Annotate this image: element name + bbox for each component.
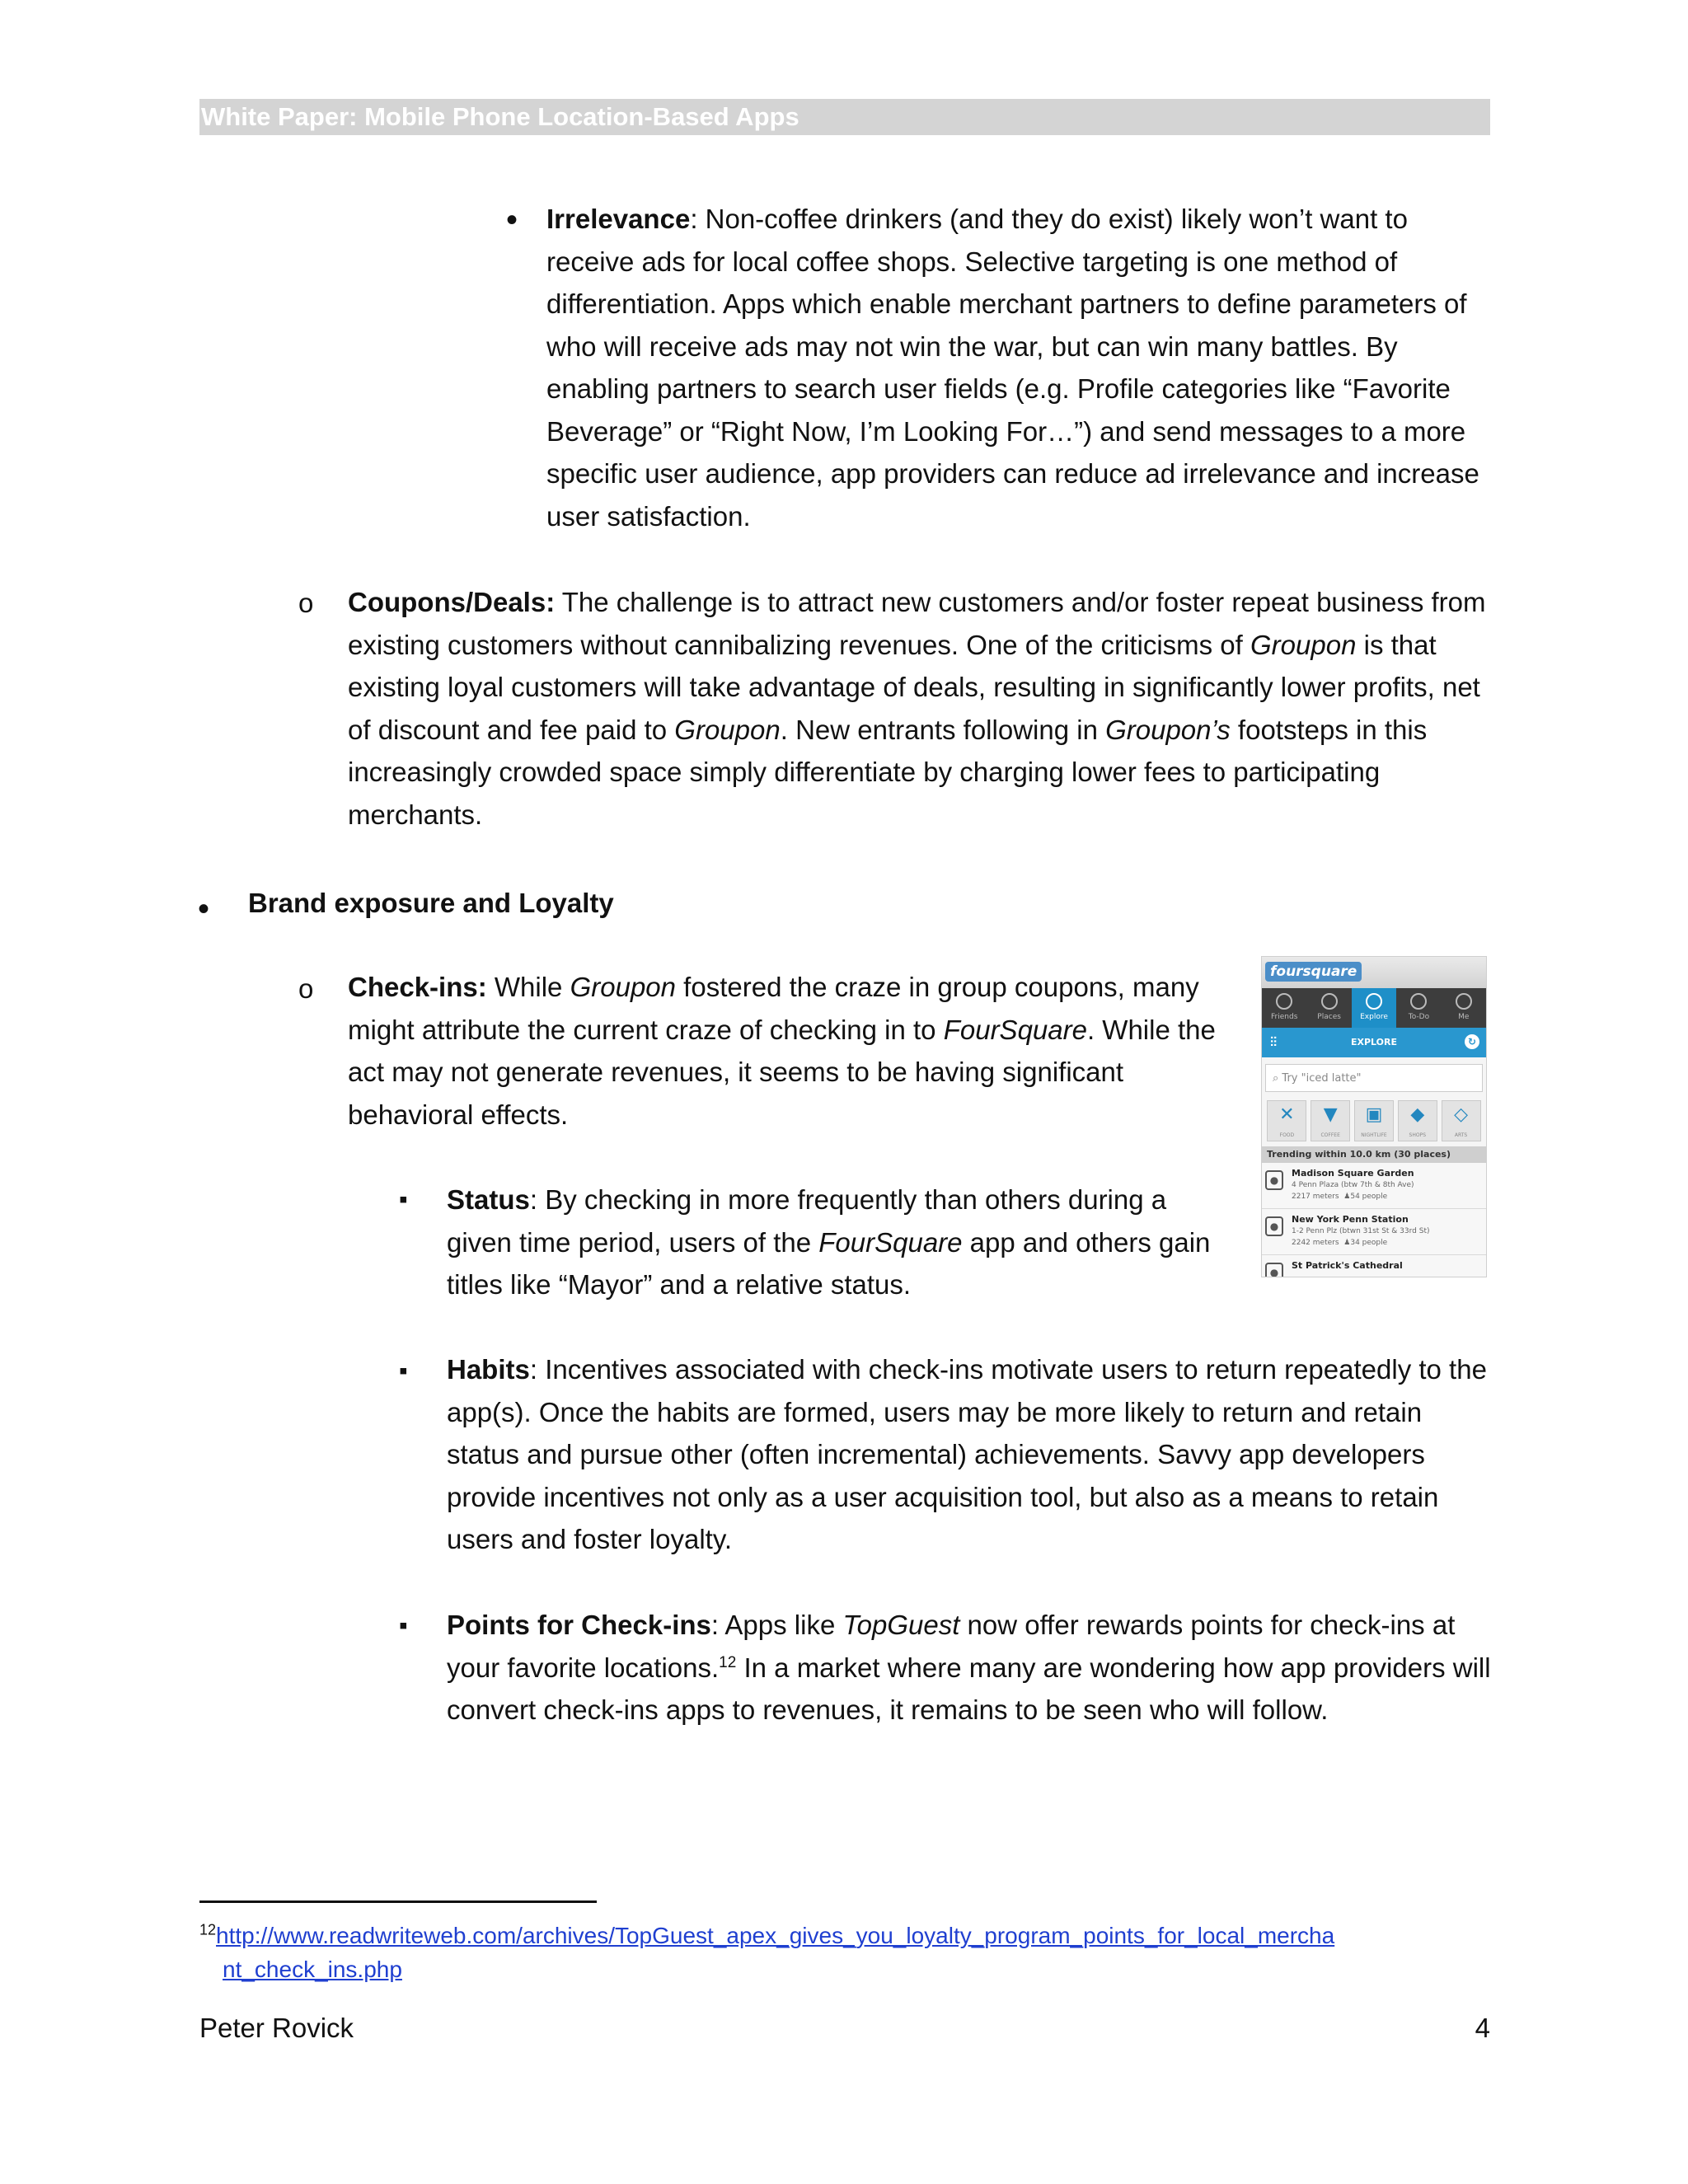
category-label: NIGHTLIFE — [1361, 1132, 1387, 1138]
points-text-3: In a market where many are wondering how app providers will convert check-ins apps to revenues, it remains to be seen who will follow. — [447, 1652, 1491, 1725]
groupon-name: Groupon — [674, 714, 781, 745]
category-food[interactable] — [1267, 1100, 1306, 1141]
category-arts[interactable] — [1442, 1100, 1481, 1141]
app-titlebar — [1262, 957, 1486, 988]
foursquare-name: FourSquare — [818, 1226, 963, 1258]
category-label: FOOD — [1279, 1132, 1295, 1138]
checkins-text-2: fostered the craze in group coupons, many might attribute the current craze of checking in to — [348, 972, 1199, 1045]
coupons-text-1: The challenge is to attract new customers and/or foster repeat business from existing customers without cannibalizing revenues. One of the criticisms of — [348, 587, 1486, 660]
place-meta — [1292, 1239, 1387, 1247]
friends-icon — [1276, 993, 1292, 1010]
brand-heading: Brand exposure and Loyalty — [248, 888, 614, 918]
place-row[interactable] — [1262, 1163, 1486, 1209]
checkins-text-1: While — [486, 972, 570, 1002]
compass-icon — [1366, 993, 1382, 1010]
place-distance: 2242 meters — [1292, 1239, 1339, 1247]
place-address: 4 Penn Plaza (btw 7th & 8th Ave) — [1292, 1181, 1414, 1189]
irrelevance-text: : Non-coffee drinkers (and they do exist) likely won’t want to receive ads for local coffee shops. Selective targeting is one method of differentiation. Apps which enable merchant partners to define parameters of who will receive ads may not win the war, but can win many battles. By enabling partners to search user fields (e.g. Profile categories like “Favorite Beverage” or “Right Now, I’m Looking For…”) and send messages to a more specific user audience, app providers can reduce ad irrelevance and increase user satisfaction. — [546, 204, 1479, 532]
category-label: ARTS — [1454, 1132, 1468, 1138]
groupon-name: Groupon’s — [1105, 714, 1231, 745]
person-icon: ♟ — [1343, 1239, 1351, 1247]
page-number: 4 — [1475, 2013, 1490, 2043]
search-icon: ⌕ — [1273, 1072, 1282, 1085]
status-text-1: : By checking in more frequently than others during a given time period, users of the — [447, 1184, 1167, 1258]
category-row — [1262, 1099, 1486, 1143]
points-text-2: now offer rewards points for check-ins at your favorite locations. — [447, 1610, 1456, 1683]
habits-paragraph — [447, 1348, 1495, 1561]
nav-label: Explore — [1360, 1013, 1388, 1021]
place-row[interactable] — [1262, 1255, 1486, 1277]
foursquare-screenshot — [1261, 956, 1487, 1277]
place-name: Madison Square Garden — [1292, 1168, 1414, 1179]
coupons-paragraph — [348, 581, 1495, 836]
habits-term: Habits — [447, 1354, 530, 1385]
category-label: COFFEE — [1320, 1132, 1340, 1138]
category-label: SHOPS — [1409, 1132, 1427, 1138]
footnote-number: 12 — [199, 1921, 217, 1938]
todo-icon — [1410, 993, 1427, 1010]
footnote-ref[interactable]: 12 — [719, 1653, 737, 1671]
place-name: St Patrick's Cathedral — [1292, 1260, 1403, 1271]
status-term: Status — [447, 1184, 530, 1215]
nav-todo[interactable] — [1396, 988, 1441, 1028]
nav-friends[interactable] — [1262, 988, 1306, 1028]
points-paragraph — [447, 1604, 1495, 1732]
habits-text: : Incentives associated with check-ins motivate users to return repeatedly to the app(s). Once the habits are formed, users may be more likely to return and retain status and pursue other (often incremental) achievements. Savvy app developers provide incentives not only as a user acquisition tool, but also as a means to retain users and foster loyalty. — [447, 1354, 1487, 1554]
pin-icon: ● — [1265, 1216, 1283, 1236]
nav-me[interactable] — [1442, 988, 1486, 1028]
place-meta — [1292, 1193, 1387, 1201]
coupons-text-2: is that existing loyal customers will take advantage of deals, resulting in significantly lower profits, net of discount and fee paid to — [348, 629, 1480, 745]
fork-knife-icon: ✕ — [1279, 1104, 1295, 1125]
irrelevance-paragraph — [546, 198, 1494, 537]
place-distance: 2217 meters — [1292, 1193, 1339, 1201]
footnote-separator — [199, 1900, 597, 1903]
nav-label: Me — [1458, 1013, 1470, 1021]
nav-label: Places — [1317, 1013, 1341, 1021]
cup-icon: ▼ — [1323, 1104, 1338, 1125]
topguest-name: TopGuest — [842, 1610, 960, 1640]
coupons-text-4: footsteps in this increasingly crowded space simply differentiate by charging lower fees to participating merchants. — [348, 714, 1428, 830]
avatar-icon — [1456, 993, 1472, 1010]
explore-bar — [1262, 1028, 1486, 1057]
pin-icon — [1321, 993, 1338, 1010]
status-paragraph — [447, 1179, 1238, 1306]
footer-author: Peter Rovick — [199, 2013, 354, 2043]
status-text-2: app and others gain titles like “Mayor” and a relative status. — [447, 1226, 1211, 1300]
footnote-link[interactable] — [223, 1957, 402, 1982]
footnote-link-line-2: nt_check_ins.php — [223, 1957, 402, 1982]
circle-marker: o — [298, 588, 314, 618]
explore-label: EXPLORE — [1350, 1037, 1397, 1047]
coupons-term: Coupons/Deals: — [348, 587, 556, 617]
place-people: 34 people — [1350, 1239, 1388, 1247]
category-shops[interactable] — [1398, 1100, 1437, 1141]
checkins-text-3: . While the act may not generate revenues, it seems to be having significant behavioral effects. — [348, 1014, 1216, 1130]
foursquare-name: FourSquare — [943, 1014, 1087, 1045]
checkins-paragraph — [348, 966, 1246, 1136]
person-icon: ♟ — [1343, 1193, 1351, 1201]
groupon-name: Groupon — [570, 972, 677, 1002]
ticket-icon: ◇ — [1454, 1104, 1469, 1125]
mug-icon: ▣ — [1365, 1104, 1383, 1125]
bullet-marker: • — [198, 891, 210, 927]
place-people: 54 people — [1350, 1193, 1388, 1201]
square-marker: ▪ — [399, 1357, 408, 1385]
trending-header: Trending within 10.0 km (30 places) — [1262, 1146, 1486, 1163]
nav-places[interactable] — [1306, 988, 1351, 1028]
bullet-marker: • — [506, 202, 518, 238]
place-row[interactable] — [1262, 1209, 1486, 1255]
pin-icon: ● — [1265, 1170, 1283, 1190]
irrelevance-term: Irrelevance — [546, 204, 691, 234]
search-placeholder: Try "iced latte" — [1282, 1072, 1362, 1085]
place-address: 1-2 Penn Plz (btwn 31st St & 33rd St) — [1292, 1227, 1430, 1235]
footnote-link[interactable] — [216, 1923, 1334, 1948]
filter-icon[interactable]: ⫶⫶ — [1270, 1034, 1278, 1050]
place-name: New York Penn Station — [1292, 1214, 1409, 1225]
circle-marker: o — [298, 973, 314, 1004]
running-header: White Paper: Mobile Phone Location-Based Apps — [199, 99, 1490, 135]
nav-label: Friends — [1271, 1013, 1298, 1021]
app-nav — [1262, 988, 1486, 1028]
points-text-1: : Apps like — [710, 1610, 843, 1640]
square-marker: ▪ — [399, 1612, 408, 1639]
square-marker: ▪ — [399, 1186, 408, 1213]
foursquare-logo: foursquare — [1265, 962, 1362, 982]
pin-icon: ● — [1265, 1263, 1283, 1277]
points-term: Points for Check-ins — [447, 1610, 711, 1640]
refresh-icon[interactable]: ↻ — [1465, 1034, 1479, 1049]
category-nightlife[interactable] — [1354, 1100, 1394, 1141]
nav-explore[interactable] — [1352, 988, 1396, 1028]
footnote-link-line-1: http://www.readwriteweb.com/archives/TopGuest_apex_gives_you_loyalty_program_points_for_local_mercha — [216, 1923, 1335, 1948]
search-input[interactable] — [1265, 1064, 1483, 1092]
category-coffee[interactable] — [1311, 1100, 1350, 1141]
groupon-name: Groupon — [1250, 629, 1357, 660]
nav-label: To-Do — [1408, 1013, 1430, 1021]
coupons-text-3: . New entrants following in — [780, 714, 1106, 745]
checkins-term: Check-ins: — [348, 972, 487, 1002]
footnote — [199, 1919, 1493, 1986]
tag-icon: ◆ — [1410, 1104, 1425, 1125]
